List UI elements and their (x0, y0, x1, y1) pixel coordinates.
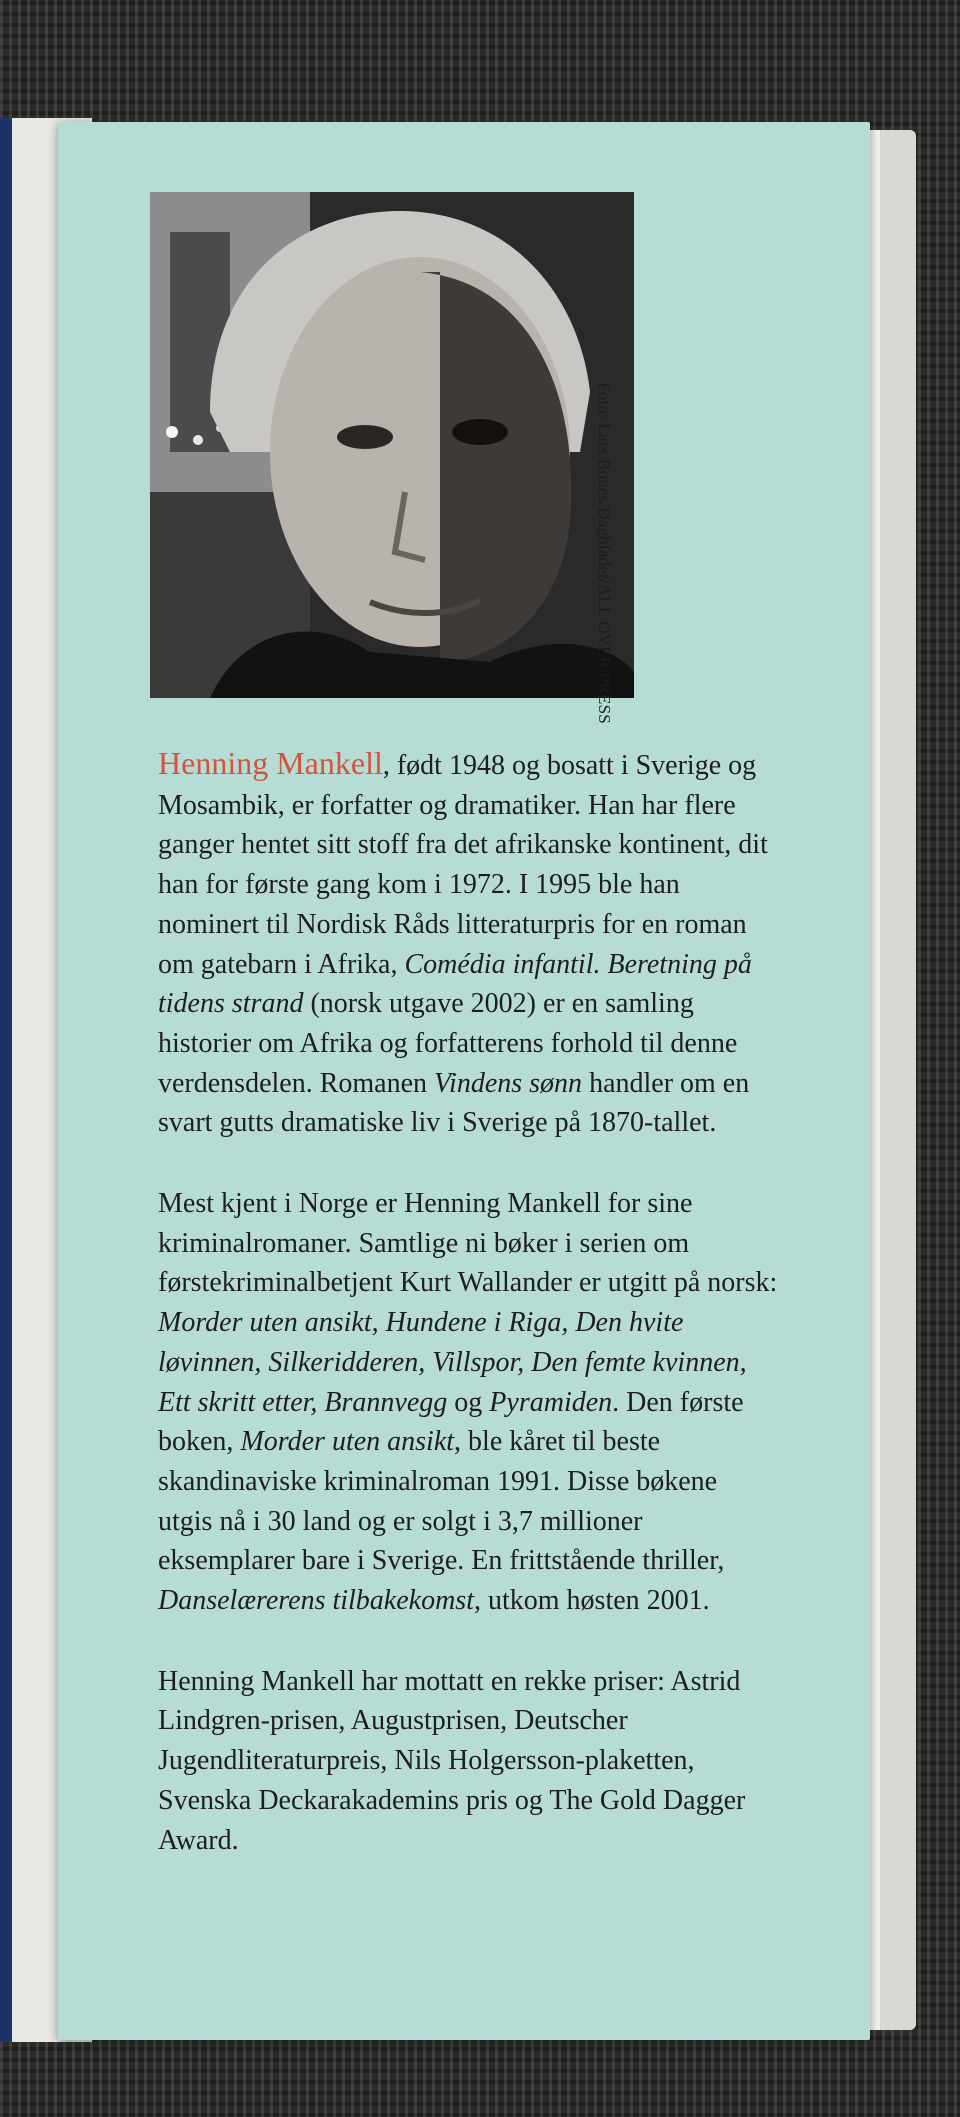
bio-text: handler om en svart gutts dramatiske liv i Sverige på 1870-tallet. (158, 1067, 750, 1139)
author-name: Henning Mankell (158, 745, 383, 781)
bio-text: (norsk utgave 2002) er en samling historier om Afrika og forfatterens forhold til denne verdensdelen. Romanen (158, 988, 738, 1099)
bio-paragraph-1 (158, 744, 778, 1143)
bio-text: , ble kåret til beste skandinaviske kriminalroman 1991. Disse bøkene utgis nå i 30 land og er solgt i 3,7 millioner eksemplarer bare i Sverige. En frittstående thriller, (158, 1426, 725, 1577)
bio-paragraph-2 (158, 1184, 778, 1621)
photo-credit: Foto: Lars Bones/Dagbladet/ALL OVER PRESS (595, 382, 614, 724)
author-portrait (150, 192, 634, 698)
bio-text: . Den første boken, (158, 1386, 744, 1458)
book-title: Morder uten ansikt (240, 1426, 455, 1458)
bio-text: Henning Mankell har mottatt en rekke priser: Astrid Lindgren-prisen, Augustprisen, Deutscher Jugendliteraturpreis, Nils Holgersson-plaketten, Svenska Deckarakademins pris og The Gold Dagger Award. (158, 1665, 746, 1856)
book-title: Vindens sønn (434, 1067, 583, 1099)
dust-jacket-flap (58, 122, 870, 2040)
book-title: Morder uten ansikt, Hundene i Riga, Den hvite løvinnen, Silkeridderen, Villspor, Den femte kvinnen, Ett skritt etter, Brannvegg (158, 1307, 747, 1418)
book-title: Pyramiden (489, 1386, 613, 1418)
bio-text: Mest kjent i Norge er Henning Mankell for sine kriminalromaner. Samtlige ni bøker i serien om førstekriminalbetjent Kurt Wallander er utgitt på norsk: (158, 1188, 778, 1299)
bio-text: , født 1948 og bosatt i Sverige og Mosambik, er forfatter og dramatiker. Han har flere ganger hentet sitt stoff fra det afrikanske kontinent, dit han for første gang kom i 1972. I 1995 ble han nominert til Nordisk Råds litteraturpris for en roman om gatebarn i Afrika, (158, 750, 768, 980)
bio-text: og (447, 1386, 490, 1418)
book-title: Comédia infantil. Beretning på tidens strand (158, 948, 752, 1020)
bio-text: , utkom høsten 2001. (473, 1585, 710, 1617)
book-title: Danselærerens tilbakekomst (158, 1585, 474, 1617)
bio-paragraph-3 (158, 1662, 778, 1861)
author-bio (158, 744, 778, 1901)
author-photo (150, 192, 634, 698)
